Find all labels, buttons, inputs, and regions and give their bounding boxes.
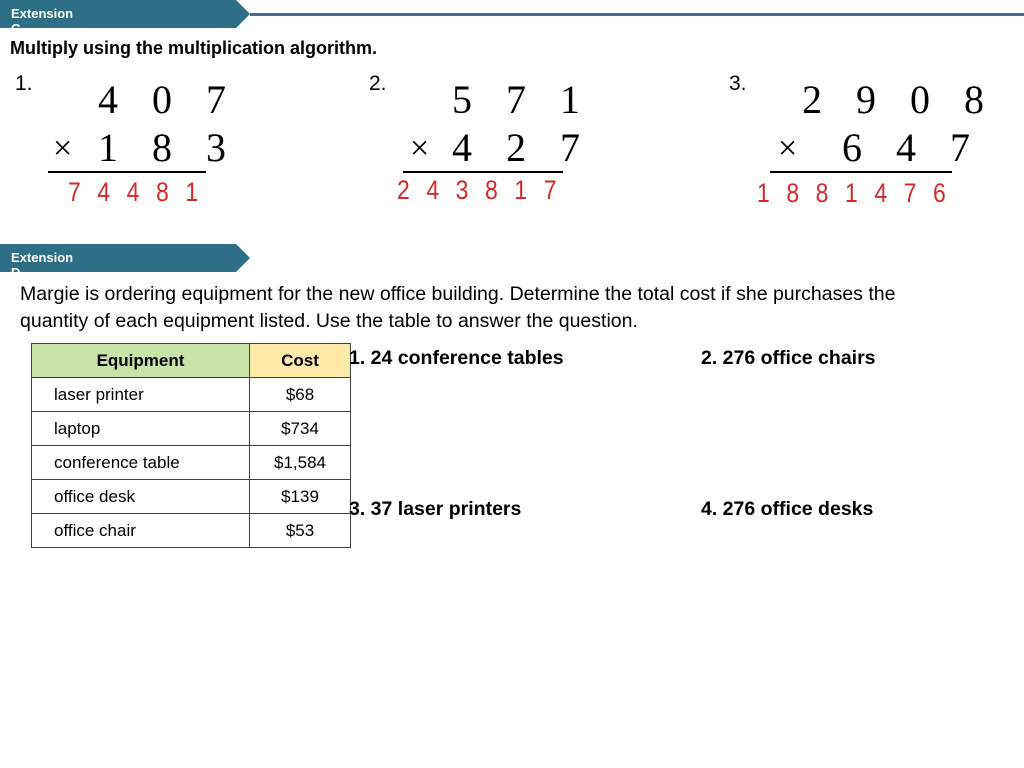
handwritten-answer: 2 4 3 8 1 7 — [397, 175, 562, 205]
times-sign: × — [53, 130, 73, 167]
product-line — [48, 171, 206, 173]
table-header-row — [32, 344, 351, 378]
times-sign: × — [410, 130, 430, 167]
extension-c-label: Extension C — [11, 6, 74, 36]
problem-paragraph: Margie is ordering equipment for the new office building. Determine the total cost if she purchases the quantity of each equipment listed. Use the table to answer the question. — [20, 283, 896, 332]
equipment-cell: laser printer — [32, 378, 250, 412]
cost-cell: $53 — [250, 514, 351, 548]
cost-cell: $734 — [250, 412, 351, 446]
table-row — [32, 412, 351, 446]
table-row — [32, 514, 351, 548]
question-3: 3. 37 laser printers — [349, 498, 522, 520]
problem-number: 1. — [15, 72, 33, 95]
handwritten-answer: 1 8 8 1 4 7 6 — [757, 178, 951, 208]
multiplier: 6 4 7 — [842, 125, 982, 170]
handwritten-answer: 7 4 4 8 1 — [68, 177, 204, 207]
equipment-header: Equipment — [32, 344, 250, 378]
table-row — [32, 446, 351, 480]
cost-cell: $68 — [250, 378, 351, 412]
times-sign: × — [778, 130, 798, 167]
problem-number: 2. — [369, 72, 387, 95]
equipment-cell: office chair — [32, 514, 250, 548]
multiplier: 1 8 3 — [98, 125, 238, 170]
multiplicand: 2 9 0 8 — [802, 77, 996, 122]
question-2: 2. 276 office chairs — [701, 347, 876, 369]
equipment-cell: conference table — [32, 446, 250, 480]
cost-header: Cost — [250, 344, 351, 378]
product-line — [403, 171, 563, 173]
problem-number: 3. — [729, 72, 747, 95]
question-1: 1. 24 conference tables — [349, 347, 564, 369]
table-row — [32, 378, 351, 412]
instruction-text: Multiply using the multiplication algorithm. — [10, 38, 377, 58]
cost-cell: $139 — [250, 480, 351, 514]
product-line — [770, 171, 952, 173]
header-rule — [250, 13, 1024, 16]
table-row — [32, 480, 351, 514]
multiplier: 4 2 7 — [452, 125, 592, 170]
cost-cell: $1,584 — [250, 446, 351, 480]
multiplicand: 4 0 7 — [98, 77, 238, 122]
equipment-cost-table — [31, 343, 351, 548]
equipment-cell: office desk — [32, 480, 250, 514]
equipment-cell: laptop — [32, 412, 250, 446]
question-4: 4. 276 office desks — [701, 498, 874, 520]
multiplicand: 5 7 1 — [452, 77, 592, 122]
extension-d-label: Extension D — [11, 250, 74, 280]
